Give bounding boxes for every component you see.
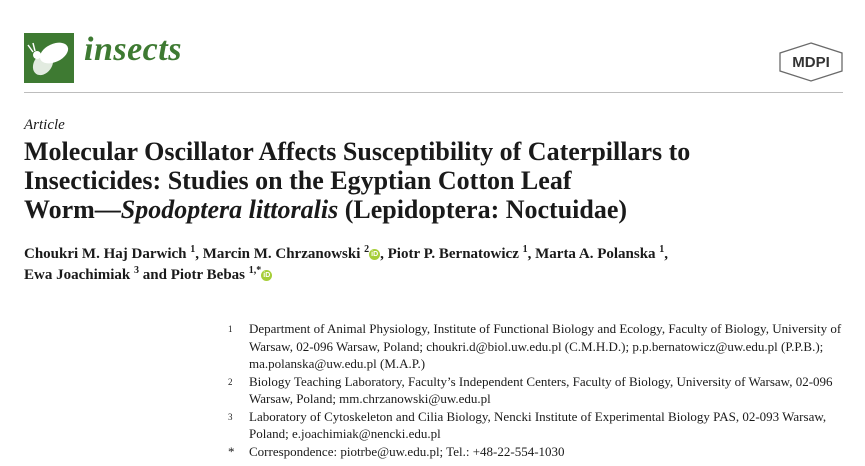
affiliation-number: 3 (228, 411, 233, 422)
author-affiliation-mark: 1 (659, 244, 665, 255)
author-name[interactable]: Choukri M. Haj Darwich (24, 246, 187, 262)
author-affiliation-mark: 1 (190, 244, 196, 255)
article-type: Article (24, 117, 65, 133)
affiliation-item (228, 373, 848, 408)
author-name[interactable]: Marcin M. Chrzanowski (202, 246, 361, 262)
author-line: Choukri M. Haj Darwich $^1$, Marcin M. Chrzanowski $^2$ iD , Piotr P. Bernatowicz $^1$, Marta A. Polanska $^1$, (24, 244, 669, 262)
title-line: Insecticides: Studies on the Egyptian Cotton Leaf (24, 166, 572, 195)
title-text: Worm— (24, 195, 121, 224)
correspondence-item (228, 443, 848, 461)
author-name[interactable]: Marta A. Polanska (535, 246, 656, 262)
author-affiliation-mark: 1,* (248, 265, 262, 276)
orcid-icon[interactable]: iD (371, 251, 379, 258)
species-name: Spodoptera littoralis (120, 195, 339, 224)
author-name[interactable]: Piotr Bebas (170, 267, 246, 283)
author-affiliation-mark: 1 (522, 244, 528, 255)
mdpi-logo (778, 42, 844, 82)
journal-logo-icon (24, 33, 74, 83)
author-name[interactable]: Ewa Joachimiak (24, 267, 131, 283)
title-line: Molecular Oscillator Affects Susceptibility of Caterpillars to (24, 137, 691, 166)
author-line (24, 265, 844, 286)
author-name[interactable]: Piotr P. Bernatowicz (387, 246, 519, 262)
header-divider (24, 92, 843, 93)
affiliation-text: Biology Teaching Laboratory, Faculty’s Independent Centers, Faculty of Biology, University of Warsaw, 02-096 Warsaw, Poland; mm.chrzanowski@uw.edu.pl (249, 373, 833, 406)
journal-name: insects (84, 31, 182, 68)
affiliation-item (228, 408, 848, 443)
author-affiliation-mark: 2 (364, 244, 370, 255)
affiliation-number: 2 (228, 376, 233, 387)
author-affiliation-mark: 3 (134, 265, 140, 276)
correspondence-text: Correspondence: piotrbe@uw.edu.pl; Tel.: +48-22-554-1030 (249, 443, 565, 459)
author-connector: and (142, 267, 167, 283)
affiliation-list (228, 320, 848, 460)
article-title (24, 137, 844, 224)
orcid-icon[interactable]: iD (263, 272, 271, 279)
title-text: (Lepidoptera: Noctuidae) (338, 195, 628, 224)
affiliation-number: 1 (228, 324, 233, 334)
correspondence-mark: * (228, 443, 235, 459)
author-list (24, 244, 844, 286)
title-line (24, 195, 844, 224)
affiliation-text: Laboratory of Cytoskeleton and Cilia Biology, Nencki Institute of Experimental Biology PAS, 02-093 Warsaw, Poland; e.joachimiak@nencki.edu.pl (249, 408, 827, 441)
publisher-name: MDPI (792, 54, 830, 71)
affiliation-item (228, 320, 848, 373)
affiliation-text: Department of Animal Physiology, Institute of Functional Biology and Ecology, Faculty of Biology, University of Warsaw, 02-096 Warsaw, Poland; choukri.d@biol.uw.edu.pl (C.M.H.D.); p.p.bernatowicz@uw.edu.pl (P.P.B.); ma.polanska@uw.edu.pl (M.A.P.) (249, 321, 842, 371)
